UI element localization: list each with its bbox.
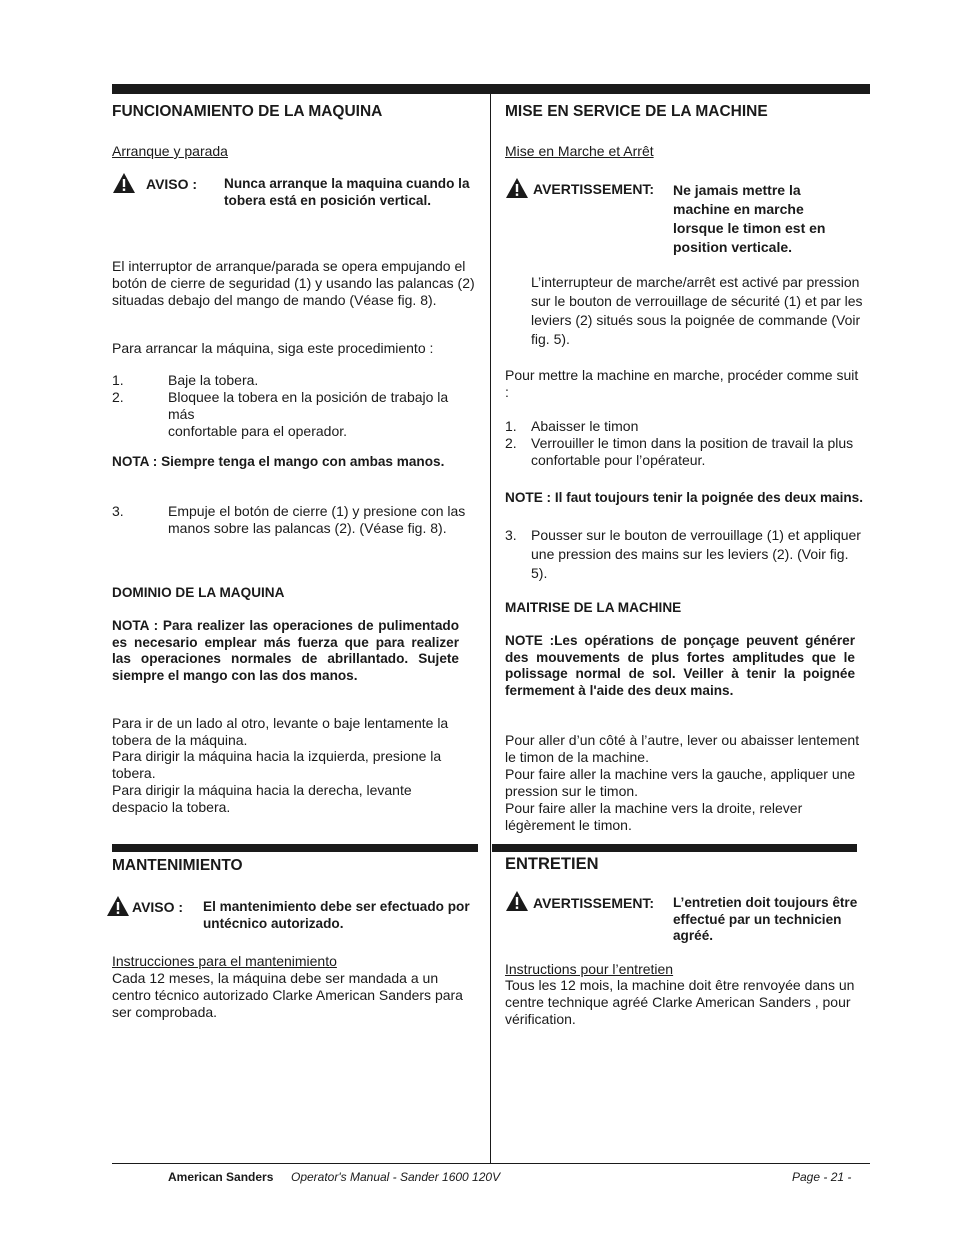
left-note1: NOTA : Siempre tenga el mango con ambas manos. (112, 454, 445, 469)
right-maint-text: Tous les 12 mois, la machine doit être renvoyée dans un centre technique agréé Clarke American Sanders , pour vérification. (505, 977, 855, 1027)
section-rule-right (492, 844, 857, 852)
right-note1: NOTE : Il faut toujours tenir la poignée des deux mains. (505, 490, 864, 505)
left-maint-text: Cada 12 meses, la máquina debe ser mandada a un centro técnico autorizado Clarke American Sanders para ser comprobada. (112, 970, 463, 1020)
footer-manual-title: Operator's Manual - Sander 1600 120V (291, 1170, 501, 1184)
left-para5: Para dirigir la máquina hacia la derecha, levante despacio la tobera. (112, 782, 412, 815)
left-maint-title: MANTENIMIENTO (112, 857, 243, 874)
right-steps-list (505, 418, 865, 473)
right-para1: L’interrupteur de marche/arrêt est activé par pression sur le bouton de verrouillage de sécurité (1) et par les leviers (2) situés sous la poignée de commande (Voir fig. 5). (531, 274, 863, 347)
right-step2-num: 2. (505, 435, 517, 451)
right-step1-num: 1. (505, 418, 517, 434)
left-note2: NOTA : Para realizer las operaciones de pulimentado es necesario emplear más fuerza que para realizer las operaciones normales de abrillantado. Sujete siempre el mango con las dos manos. (112, 618, 459, 683)
left-step2-num: 2. (112, 389, 124, 405)
left-maint-warning-text: El mantenimiento debe ser efectuado por untécnico autorizado. (203, 899, 470, 931)
footer-page-number: Page - 21 - (792, 1170, 852, 1184)
warning-triangle-icon (112, 172, 136, 194)
left-steps-list (112, 372, 478, 442)
left-step1-text: Baje la tobera. (168, 372, 259, 388)
left-maint-subtitle: Instrucciones para el mantenimiento (112, 953, 337, 969)
right-section2-title: MAITRISE DE LA MACHINE (505, 600, 682, 615)
left-section2-title: DOMINIO DE LA MAQUINA (112, 585, 285, 600)
right-warning-label: AVERTISSEMENT: (533, 181, 655, 197)
left-para3: Para ir de un lado al otro, levante o baje lentamente la tobera de la máquina. (112, 715, 449, 748)
right-warning-text: Ne jamais mettre la machine en marche lorsque le timon est en position verticale. (673, 182, 826, 255)
left-para4: Para dirigir la máquina hacia la izquierda, presione la tobera. (112, 748, 442, 781)
right-maint-title: ENTRETIEN (505, 855, 599, 873)
left-section-title: FUNCIONAMIENTO DE LA MAQUINA (112, 103, 383, 120)
warning-triangle-icon (505, 890, 529, 912)
right-para3: Pour aller d’un côté à l’autre, lever ou abaisser lentement le timon de la machine. (505, 732, 860, 765)
right-note2: NOTE :Les opérations de ponçage peuvent générer des mouvements de plus fortes amplitudes que le polissage normal de sol. Veiller à tenir la poignée fermement à l'aide des deux mains. (505, 633, 855, 698)
right-maint-warning-label: AVERTISSEMENT: (533, 895, 655, 911)
left-para2: Para arrancar la máquina, siga este procedimiento : (112, 340, 434, 356)
right-maint-warning-text: L’entretien doit toujours être effectué par un technicien agréé. (673, 895, 858, 943)
right-subtitle: Mise en Marche et Arrêt (505, 143, 654, 159)
right-para2: Pour mettre la machine en marche, procéder comme suit : (505, 367, 859, 400)
right-step3-text: Pousser sur le bouton de verrouillage (1) et appliquer une pression des mains sur les leviers (2). (Voir fig. 5). (531, 527, 861, 581)
left-step3-text: Empuje el botón de cierre (1) y presione con las manos sobre las palancas (2). (Véase fig. 8). (168, 503, 466, 536)
section-rule-left (112, 844, 478, 852)
left-warning-label: AVISO : (146, 176, 198, 192)
right-para4: Pour faire aller la machine vers la gauche, appliquer une pression sur le timon. (505, 766, 856, 799)
right-step1-text: Abaisser le timon (531, 418, 639, 434)
footer-rule (112, 1163, 870, 1164)
right-para5: Pour faire aller la machine vers la droite, relever légèrement le timon. (505, 800, 803, 833)
left-para1: El interruptor de arranque/parada se opera empujando el botón de cierre de seguridad (1) y usando las palancas (2) situadas debajo del mango de mando (Véase fig. 8). (112, 258, 475, 308)
right-step3-num: 3. (505, 527, 517, 543)
left-step3-num: 3. (112, 503, 124, 519)
warning-triangle-icon (106, 895, 130, 917)
column-divider (490, 94, 491, 1164)
left-step2-cont: confortable para el operador. (168, 423, 348, 439)
left-step1-num: 1. (112, 372, 124, 388)
left-subtitle: Arranque y parada (112, 143, 228, 159)
left-maint-warning-label: AVISO : (132, 899, 184, 915)
right-step2-text: Verrouiller le timon dans la position de travail la plus confortable pour l’opérateur. (531, 435, 854, 468)
right-section-title: MISE EN SERVICE DE LA MACHINE (505, 103, 768, 120)
left-warning-text: Nunca arranque la maquina cuando la tobera está en posición vertical. (224, 176, 470, 208)
warning-triangle-icon (505, 177, 529, 199)
left-step2-text: Bloquee la tobera en la posición de trabajo la más (168, 389, 449, 422)
footer-brand: American Sanders (168, 1170, 274, 1184)
top-rule (112, 84, 870, 94)
right-maint-subtitle: Instructions pour l’entretien (505, 961, 674, 977)
